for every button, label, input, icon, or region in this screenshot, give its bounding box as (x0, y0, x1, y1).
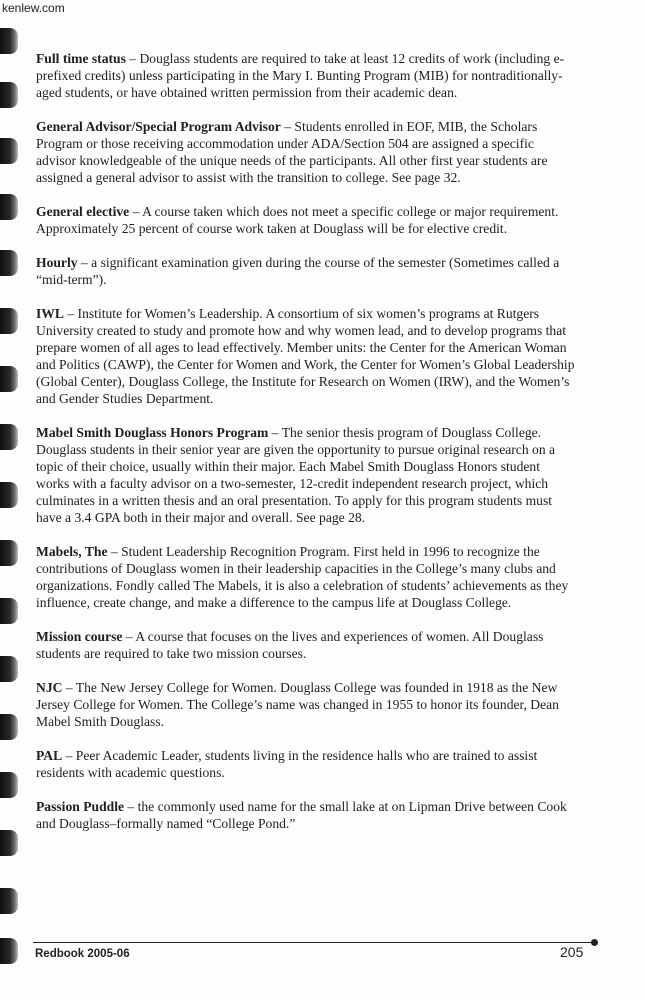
binding-ring (0, 656, 18, 682)
glossary-definition: The senior thesis program of Douglass College. Douglass students in their senior year are given the opportunity to pursue original research on a topic of their choice, usually within their major. Each Mabel Smith Douglass Honors student works with a faculty advisor on a two-semester, 12-credit independent research project, which culminates in a written thesis and an oral presentation. To apply for this program students must have a 3.4 GPA both in their major and overall. See page 28. (36, 425, 556, 525)
glossary-entry-full-time-status: Full time status – Douglass students are required to take at least 12 credits of work (including e-prefixed credits) unless participating in the Mary I. Bunting Program (MIB) for nontraditionally-aged students, or have obtained written permission from their academic dean. (36, 51, 565, 100)
binding-ring (0, 540, 18, 566)
binding-ring (0, 424, 18, 450)
binding-ring (0, 82, 18, 108)
glossary-definition: Institute for Women’s Leadership. A consortium of six women’s programs at Rutgers University created to study and promote how and why women lead, and to develop programs that prepare women of all ages to lead effectively. Member units: the Center for the American Woman and Politics (CAWP), the Center for Women and Work, the Center for Women’s Global Leadership (Global Center), Douglass College, the Institute for Research on Women (IRW), and the Women’s and Gender Studies Department. (36, 306, 575, 406)
glossary-term: Mabels, The (36, 544, 108, 559)
page-number: 205 (560, 944, 584, 960)
glossary-entry-pal: PAL – Peer Academic Leader, students living in the residence halls who are trained to assist residents with academic questions. (36, 748, 538, 780)
binding-ring (0, 194, 18, 220)
glossary-definition: A course that focuses on the lives and experiences of women. All Douglass students are required to take two mission courses. (36, 629, 544, 661)
glossary-term: General Advisor/Special Program Advisor (36, 119, 281, 134)
binding-ring (0, 888, 18, 914)
glossary-term: Passion Puddle (36, 799, 125, 814)
binding-ring (0, 938, 18, 964)
glossary-definition: The New Jersey College for Women. Douglass College was founded in 1918 as the New Jersey College for Women. The College’s name was changed in 1955 to honor its founder, Dean Mabel Smith Douglass. (36, 680, 559, 729)
binding-ring (0, 772, 18, 798)
spiral-binding (0, 20, 22, 970)
glossary-entry-iwl: IWL – Institute for Women’s Leadership. A consortium of six women’s programs at Rutgers University created to study and promote how and why women lead, and to develop programs that prepare women of all ages to lead effectively. Member units: the Center for the American Woman and Politics (CAWP), the Center for Women and Work, the Center for Women’s Global Leadership (Global Center), Douglass College, the Institute for Research on Women (IRW), and the Women’s and Gender Studies Department. (36, 306, 575, 406)
glossary-definition: Students enrolled in EOF, MIB, the Scholars Program or those receiving accommodation under ADA/Section 504 are assigned a specific advisor knowledgeable of the unique needs of the participants. All other first year students are assigned a general advisor to assist with the transition to college. See page 32. (36, 119, 548, 185)
watermark: kenlew.com (2, 1, 65, 15)
glossary-definition: Student Leadership Recognition Program. First held in 1996 to recognize the contributions of Douglass women in their leadership capacities in the College’s many clubs and organizations. Fondly called The Mabels, it is also a celebration of students’ achievements as they influence, create change, and make a difference to the campus life at Douglass College. (36, 544, 569, 610)
binding-ring (0, 366, 18, 392)
binding-ring (0, 830, 18, 856)
glossary-definition: Peer Academic Leader, students living in the residence halls who are trained to assist residents with academic questions. (36, 748, 538, 780)
glossary-term: Full time status (36, 51, 126, 66)
glossary-term: Mission course (36, 629, 123, 644)
glossary-entry-general-advisor: General Advisor/Special Program Advisor – Students enrolled in EOF, MIB, the Scholars Program or those receiving accommodation under ADA/Section 504 are assigned a specific advisor knowledgeable of the unique needs of the participants. All other first year students are assigned a general advisor to assist with the transition to college. See page 32. (36, 119, 548, 185)
glossary-definition: A course taken which does not meet a specific college or major requirement. Approximately 25 percent of course work taken at Douglass will be for elective credit. (36, 204, 559, 236)
binding-ring (0, 482, 18, 508)
footer-publication-title: Redbook 2005-06 (35, 948, 130, 960)
glossary-entry-honors-program: Mabel Smith Douglass Honors Program – The senior thesis program of Douglass College. Douglass students in their senior year are given the opportunity to pursue original research on a topic of their choice, usually within their major. Each Mabel Smith Douglass Honors student works with a faculty advisor on a two-semester, 12-credit independent research project, which culminates in a written thesis and an oral presentation. To apply for this program students must have a 3.4 GPA both in their major and overall. See page 28. (36, 425, 556, 525)
binding-ring (0, 138, 18, 164)
binding-ring (0, 598, 18, 624)
glossary-entry-hourly: Hourly – a significant examination given during the course of the semester (Sometimes called a “mid-term”). (36, 255, 560, 287)
glossary-term: IWL (36, 306, 64, 321)
binding-ring (0, 308, 18, 334)
glossary-entry-njc: NJC – The New Jersey College for Women. Douglass College was founded in 1918 as the New Jersey College for Women. The College’s name was changed in 1955 to honor its founder, Dean Mabel Smith Douglass. (36, 680, 559, 729)
glossary-term: General elective (36, 204, 130, 219)
binding-ring (0, 714, 18, 740)
binding-ring (0, 250, 18, 276)
glossary-entry-mabels: Mabels, The – Student Leadership Recognition Program. First held in 1996 to recognize the contributions of Douglass women in their leadership capacities in the College’s many clubs and organizations. Fondly called The Mabels, it is also a celebration of students’ achievements as they influence, create change, and make a difference to the campus life at Douglass College. (36, 544, 569, 610)
glossary-entry-mission-course: Mission course – A course that focuses on the lives and experiences of women. All Douglass students are required to take two mission courses. (36, 629, 544, 661)
glossary-definition: the commonly used name for the small lake at on Lipman Drive between Cook and Douglass–formally named “College Pond.” (36, 799, 567, 831)
glossary-term: PAL (36, 748, 63, 763)
glossary-definition: a significant examination given during the course of the semester (Sometimes called a “mid-term”). (36, 255, 560, 287)
glossary-term: Mabel Smith Douglass Honors Program (36, 425, 269, 440)
binding-ring (0, 28, 18, 54)
glossary-term: NJC (36, 680, 63, 695)
glossary-entry-general-elective: General elective – A course taken which does not meet a specific college or major requirement. Approximately 25 percent of course work taken at Douglass will be for elective credit. (36, 204, 559, 236)
footer-rule-dot (591, 939, 598, 946)
glossary-content (36, 50, 576, 849)
footer-rule (33, 942, 595, 943)
glossary-term: Hourly (36, 255, 78, 270)
glossary-definition: Douglass students are required to take at least 12 credits of work (including e-prefixed credits) unless participating in the Mary I. Bunting Program (MIB) for nontraditionally-aged students, or have obtained written permission from their academic dean. (36, 51, 565, 100)
glossary-entry-passion-puddle: Passion Puddle – the commonly used name for the small lake at on Lipman Drive between Cook and Douglass–formally named “College Pond.” (36, 799, 567, 831)
